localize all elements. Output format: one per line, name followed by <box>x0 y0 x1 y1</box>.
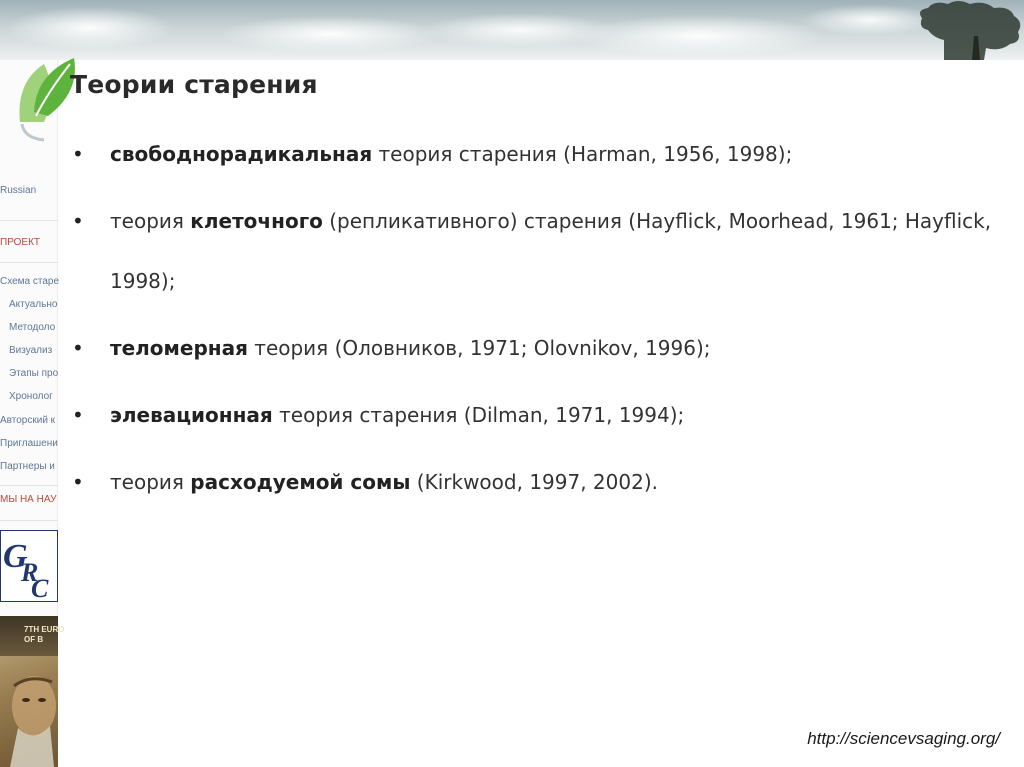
bullet-text: (Kirkwood, 1997, 2002). <box>410 470 658 494</box>
sidebar-menu-item[interactable]: Хронолог <box>9 391 53 402</box>
slide-title: Теории старения <box>70 70 318 99</box>
poster-title: 7TH EURO OF B <box>24 625 65 644</box>
sidebar-menu-item[interactable]: Приглашени <box>0 438 58 449</box>
bullet-text: теория старения (Harman, 1956, 1998); <box>372 142 793 166</box>
sidebar-divider <box>0 262 58 263</box>
grc-logo[interactable] <box>0 530 58 602</box>
svg-text:G: G <box>3 538 28 575</box>
list-item <box>72 452 992 512</box>
term-free-radical: свободнорадикальная <box>110 142 373 166</box>
bullet-icon: • <box>72 470 84 494</box>
list-item <box>72 191 992 311</box>
conference-poster-image[interactable] <box>0 616 65 767</box>
bullet-text: теория <box>110 209 191 233</box>
sidebar-divider <box>0 220 58 221</box>
bullet-text: теория (Оловников, 1971; Olovnikov, 1996); <box>247 336 711 360</box>
sidebar-divider <box>0 485 58 486</box>
bullet-text: (репликативного) старения (Hayflick, Moorhead, 1961; Hayflick, 1998); <box>110 209 992 293</box>
sky-banner <box>0 0 1024 60</box>
sidebar-section-header-2: МЫ НА НАУ <box>0 494 57 505</box>
grc-logo-icon <box>1 531 57 601</box>
source-url-link[interactable]: http://sciencevsaging.org/ <box>807 729 1000 748</box>
term-cellular: клеточного <box>190 209 323 233</box>
term-elevation: элевационная <box>110 403 273 427</box>
term-disposable-soma: расходуемой сомы <box>190 470 411 494</box>
bullet-icon: • <box>72 403 84 427</box>
sidebar-menu-item[interactable]: Методоло <box>9 322 56 333</box>
svg-text:R: R <box>21 558 39 587</box>
theory-list <box>72 124 992 519</box>
list-item <box>72 385 992 445</box>
sidebar-divider <box>0 520 58 521</box>
website-sidebar <box>0 60 65 767</box>
sidebar-menu-item[interactable]: Этапы про <box>9 368 59 379</box>
sidebar-section-header: ПРОЕКТ <box>0 237 41 248</box>
sidebar-menu-item[interactable]: Схема старе <box>0 276 60 287</box>
sidebar-menu-item[interactable]: Актуально <box>9 299 58 310</box>
list-item <box>72 318 992 378</box>
bullet-icon: • <box>72 209 84 233</box>
sidebar-language-link[interactable]: Russian <box>0 185 37 196</box>
term-telomere: теломерная <box>110 336 248 360</box>
bullet-text: теория <box>110 470 191 494</box>
bullet-icon: • <box>72 142 84 166</box>
list-item <box>72 124 992 184</box>
bullet-icon: • <box>72 336 84 360</box>
sidebar-menu-item[interactable]: Партнеры и <box>0 461 55 472</box>
portrait-face-icon <box>0 616 58 767</box>
svg-text:C: C <box>31 574 49 603</box>
bullet-text: теория старения (Dilman, 1971, 1994); <box>272 403 685 427</box>
sidebar-menu-item[interactable]: Авторский к <box>0 415 56 426</box>
tree-silhouette-icon <box>914 0 1024 60</box>
sidebar-menu-item[interactable]: Визуализ <box>9 345 53 356</box>
